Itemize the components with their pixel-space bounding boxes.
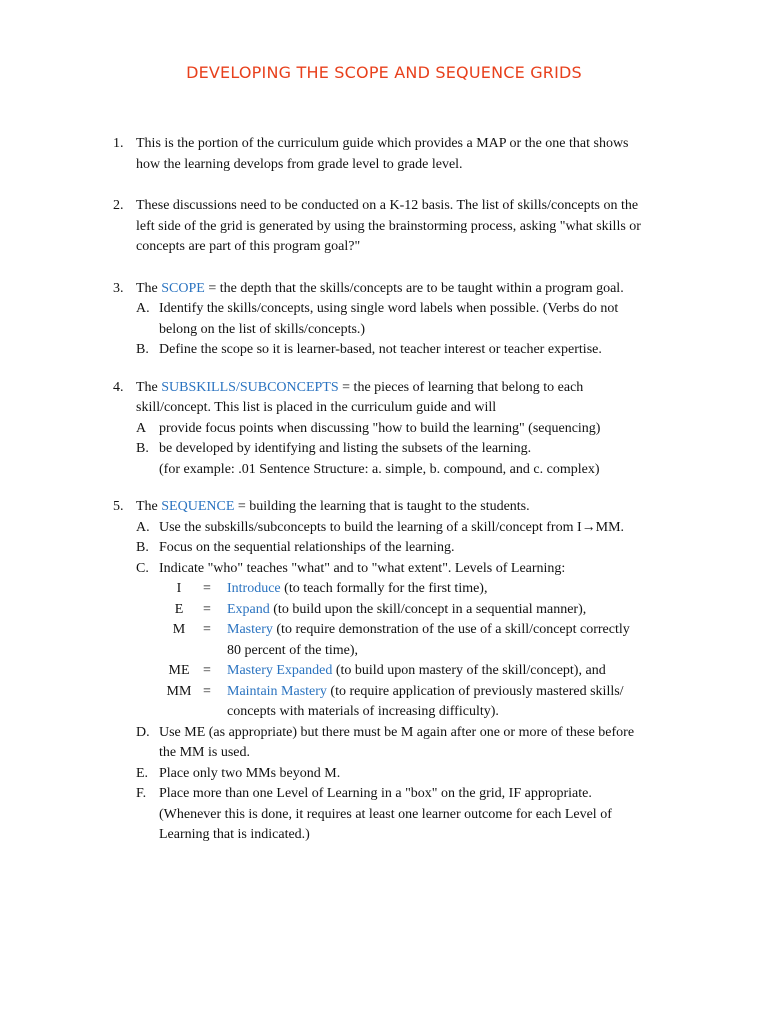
level-term: Introduce: [227, 581, 281, 596]
level-code: ME: [168, 663, 190, 678]
document-body: [113, 134, 653, 846]
list-item-5: [113, 497, 653, 846]
sub-item: [136, 340, 653, 361]
level-continuation: concepts with materials of increasing difficulty).: [227, 704, 499, 719]
sub-letter: B.: [136, 342, 149, 357]
level-term: Maintain Mastery: [227, 683, 327, 699]
item-text-post: = the depth that the skills/concepts are to be taught within a program goal.: [204, 280, 624, 296]
sub-letter: C.: [136, 560, 149, 576]
list-item-2: [113, 196, 653, 258]
level-row: [159, 579, 653, 600]
levels-of-learning: [159, 579, 653, 723]
sub-example: (for example: .01 Sentence Structure: a. simple, b. compound, and c. complex): [159, 461, 600, 477]
level-equals: =: [203, 663, 211, 678]
sub-text: Focus on the sequential relationships of the learning.: [159, 540, 455, 555]
sub-letter: E.: [136, 765, 149, 781]
sub-item: [136, 538, 653, 559]
sub-text: Indicate "who" teaches "what" and to "what extent". Levels of Learning:: [159, 560, 566, 576]
sub-item: [136, 784, 653, 846]
level-continuation: 80 percent of the time),: [227, 642, 359, 658]
sub-text: Place more than one Level of Learning in a "box" on the grid, IF appropriate. (Whenever this is done, it requires at least one learner outcome for each Level of Learning that is indicated.): [159, 786, 612, 842]
sub-item: [136, 764, 653, 785]
sub-text: Place only two MMs beyond M.: [159, 765, 341, 781]
item-text-pre: The: [136, 379, 162, 395]
sub-letter: A: [136, 420, 147, 436]
level-desc: (to teach formally for the first time),: [280, 581, 488, 596]
item-number: 5.: [113, 499, 124, 514]
level-equals: =: [203, 622, 211, 637]
level-code: M: [172, 622, 186, 637]
sub-item: [136, 299, 653, 340]
level-equals: =: [203, 601, 211, 617]
list-item-1: [113, 134, 653, 175]
keyword-sequence: SEQUENCE: [161, 499, 235, 514]
list-item-4: [113, 378, 653, 481]
document-title: DEVELOPING THE SCOPE AND SEQUENCE GRIDS: [186, 63, 582, 82]
item-text-post: = the pieces of learning that belong to each skill/concept. This list is placed in the curriculum guide and will: [136, 379, 584, 415]
level-term: Expand: [227, 601, 270, 617]
level-desc: (to require demonstration of the use of a skill/concept correctly: [272, 622, 630, 637]
sub-item: [136, 518, 653, 539]
list-item-3: [113, 279, 653, 361]
sub-item: [136, 723, 653, 764]
level-desc: (to require application of previously mastered skills/: [326, 683, 624, 699]
item-number: 2.: [113, 198, 124, 213]
sub-item: [136, 439, 653, 480]
item-number: 4.: [113, 379, 124, 395]
sub-text: be developed by identifying and listing the subsets of the learning.: [159, 441, 532, 456]
sub-item: [136, 559, 653, 723]
sub-item: [136, 419, 653, 440]
item-text-pre: The: [136, 499, 162, 514]
level-row: [159, 661, 653, 682]
level-row: [159, 620, 653, 641]
level-equals: =: [203, 683, 211, 699]
sub-letter: B.: [136, 540, 149, 555]
sub-text: Use the subskills/subconcepts to build the learning of a skill/concept from I→MM.: [159, 519, 625, 535]
sub-text: Use ME (as appropriate) but there must be M again after one or more of these before the MM is used.: [159, 724, 635, 760]
sub-letter: D.: [136, 724, 150, 740]
sub-letter: A.: [136, 301, 150, 316]
level-code: MM: [166, 683, 192, 699]
item-text-pre: The: [136, 280, 162, 296]
sub-text: provide focus points when discussing "how to build the learning" (sequencing): [159, 420, 601, 436]
item-number: 3.: [113, 280, 124, 296]
item-text-post: = building the learning that is taught to the students.: [234, 499, 530, 514]
sub-letter: F.: [136, 786, 147, 801]
sub-text: Define the scope so it is learner-based, not teacher interest or teacher expertise.: [159, 342, 602, 357]
level-code: E: [174, 601, 184, 617]
level-row: [159, 600, 653, 621]
sub-text: Identify the skills/concepts, using single word labels when possible. (Verbs do not belong on the list of skills/concepts.): [159, 301, 619, 337]
item-text: These discussions need to be conducted on a K-12 basis. The list of skills/concepts on the left side of the grid is generated by using the brainstorming process, asking "what skills or concepts are part of this program goal?": [136, 198, 641, 254]
sub-letter: A.: [136, 519, 150, 535]
keyword-scope: SCOPE: [161, 280, 205, 296]
level-row: [159, 682, 653, 703]
level-term: Mastery Expanded: [227, 663, 333, 678]
keyword-subskills: SUBSKILLS/SUBCONCEPTS: [161, 379, 339, 395]
item-number: 1.: [113, 136, 124, 151]
sub-letter: B.: [136, 441, 149, 456]
level-term: Mastery: [227, 622, 273, 637]
level-code: I: [176, 581, 182, 596]
item-text: This is the portion of the curriculum guide which provides a MAP or the one that shows how the learning develops from grade level to grade level.: [136, 136, 629, 172]
level-equals: =: [203, 581, 211, 596]
level-desc: (to build upon the skill/concept in a sequential manner),: [269, 601, 587, 617]
level-desc: (to build upon mastery of the skill/concept), and: [332, 663, 606, 678]
